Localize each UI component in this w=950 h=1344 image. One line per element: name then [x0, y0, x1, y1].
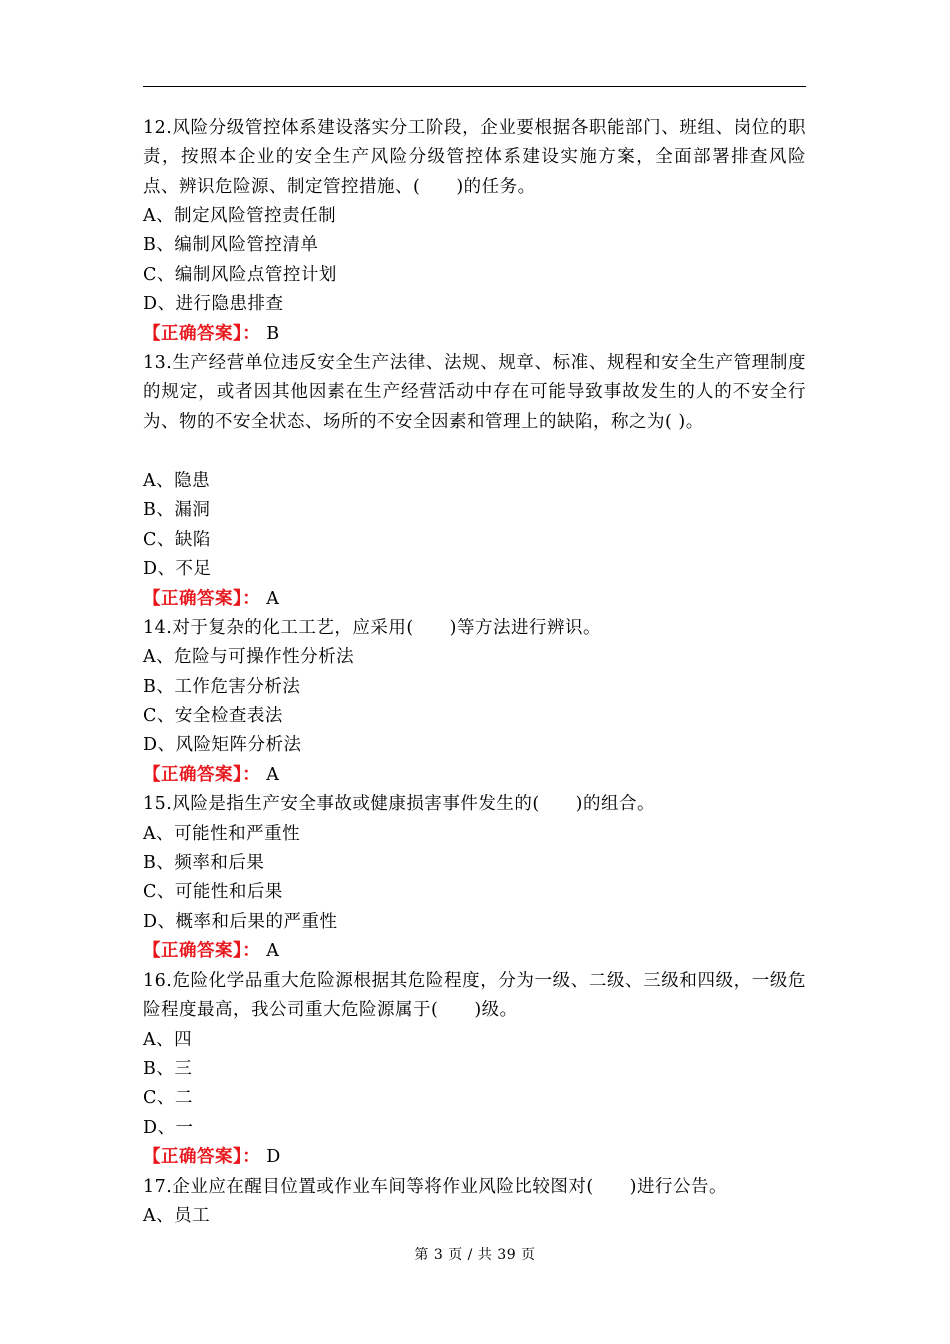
answer-row — [143, 585, 806, 614]
answer-row — [143, 937, 806, 966]
question-13 — [143, 349, 806, 467]
option-b: B、漏洞 — [143, 500, 211, 521]
option-d: D、风险矩阵分析法 — [143, 735, 302, 756]
question-number: 15. — [143, 794, 173, 815]
option-d: D、一 — [143, 1117, 194, 1138]
option-b: B、三 — [143, 1058, 193, 1079]
option-a: A、危险与可操作性分析法 — [143, 647, 355, 668]
option-b: B、频率和后果 — [143, 853, 265, 874]
option-b: B、工作危害分析法 — [143, 676, 301, 697]
option-c: C、编制风险点管控计划 — [143, 264, 337, 285]
option-d: D、进行隐患排查 — [143, 294, 284, 315]
question-number: 13. — [143, 352, 173, 373]
option-c: C、二 — [143, 1088, 193, 1109]
answer-value: A — [266, 764, 280, 785]
option-b: B、编制风险管控清单 — [143, 235, 319, 256]
option-d: D、概率和后果的严重性 — [143, 911, 338, 932]
option-c: C、安全检查表法 — [143, 706, 283, 727]
option-a: A、隐患 — [143, 470, 211, 491]
answer-row — [143, 761, 806, 790]
answer-value: A — [266, 941, 280, 962]
question-stem: 风险是指生产安全事故或健康损害事件发生的( )的组合。 — [172, 794, 655, 815]
question-number: 14. — [143, 617, 173, 638]
question-number: 12. — [143, 118, 173, 138]
question-stem: 企业应在醒目位置或作业车间等将作业风险比较图对( )进行公告。 — [172, 1176, 727, 1197]
answer-label: 【正确答案】： — [143, 1147, 261, 1168]
question-stem: 生产经营单位违反安全生产法律、法规、规章、标准、规程和安全生产管理制度的规定，或者因其他因素在生产经营活动中存在可能导致事故发生的人的不安全行为、物的不安全状态、场所的不安全因素和管理上的缺陷，称之为( )。 — [143, 352, 806, 432]
answer-value: A — [266, 588, 280, 609]
header-rule — [143, 86, 806, 87]
option-a: A、可能性和严重性 — [143, 823, 301, 844]
question-14 — [143, 614, 806, 643]
question-15 — [143, 790, 806, 819]
question-12 — [143, 114, 806, 202]
option-a: A、四 — [143, 1029, 193, 1050]
answer-label: 【正确答案】： — [143, 941, 261, 962]
question-stem: 风险分级管控体系建设落实分工阶段，企业要根据各职能部门、班组、岗位的职责，按照本企业的安全生产风险分级管控体系建设实施方案，全面部署排查风险点、辨识危险源、制定管控措施、( )的任务。 — [143, 118, 806, 197]
question-stem: 危险化学品重大危险源根据其危险程度，分为一级、二级、三级和四级，一级危险程度最高，我公司重大危险源属于( )级。 — [143, 970, 806, 1020]
question-17 — [143, 1173, 806, 1202]
answer-label: 【正确答案】： — [143, 588, 261, 609]
option-c: C、可能性和后果 — [143, 882, 283, 903]
question-16 — [143, 967, 806, 1026]
answer-label: 【正确答案】： — [143, 764, 261, 785]
answer-value: B — [266, 323, 280, 344]
page-footer: 第 3 页 / 共 39 页 — [414, 1247, 536, 1263]
answer-row — [143, 1143, 806, 1172]
option-a: A、员工 — [143, 1205, 211, 1226]
question-number: 16. — [143, 970, 173, 991]
answer-row — [143, 320, 806, 349]
question-number: 17. — [143, 1176, 173, 1197]
answer-value: D — [266, 1147, 281, 1168]
option-c: C、缺陷 — [143, 529, 211, 550]
question-list — [143, 114, 806, 1231]
question-stem: 对于复杂的化工工艺，应采用( )等方法进行辨识。 — [172, 617, 601, 638]
option-d: D、不足 — [143, 559, 212, 580]
option-a: A、制定风险管控责任制 — [143, 206, 337, 226]
answer-label: 【正确答案】： — [143, 323, 261, 344]
